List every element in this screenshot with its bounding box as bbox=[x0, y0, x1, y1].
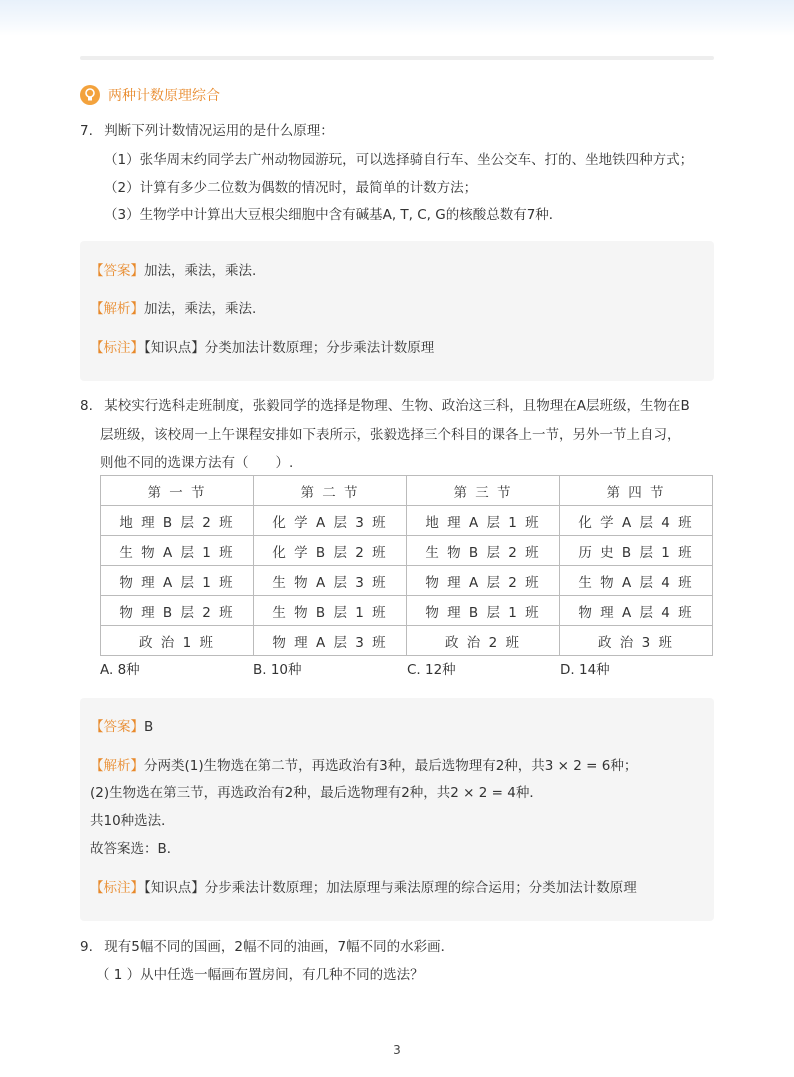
schedule-table bbox=[100, 475, 713, 656]
question-text: 现有5幅不同的国画，2幅不同的油画，7幅不同的水彩画． bbox=[104, 939, 455, 955]
table-cell: 地 理 B 层 2 班 bbox=[101, 506, 254, 536]
question-number: 8. bbox=[80, 398, 93, 414]
table-header-cell: 第 三 节 bbox=[407, 476, 560, 506]
note-text: 【知识点】分步乘法计数原理；加法原理与乘法原理的综合运用；分类加法计数原理 bbox=[144, 880, 637, 896]
question-9-stem bbox=[80, 937, 454, 957]
question-7-answer-box bbox=[80, 241, 714, 381]
table-cell: 地 理 A 层 1 班 bbox=[407, 506, 560, 536]
choice-a: A. 8种 bbox=[100, 662, 140, 678]
question-8-stem-line-1 bbox=[80, 396, 690, 416]
table-cell: 物 理 A 层 1 班 bbox=[101, 566, 254, 596]
question-8-stem-line-3: 则他不同的选课方法有（ ）. bbox=[100, 455, 294, 471]
analysis-line-2: (2)生物选在第三节，再选政治有2种，最后选物理有2种，共2 × 2 = 4种． bbox=[90, 785, 543, 801]
analysis-line-4: 故答案选：B． bbox=[90, 841, 181, 857]
table-header-cell: 第 四 节 bbox=[560, 476, 713, 506]
analysis-line bbox=[90, 299, 256, 319]
analysis-line bbox=[90, 756, 637, 776]
answer-tag: 【答案】 bbox=[90, 263, 144, 279]
table-cell: 生 物 A 层 4 班 bbox=[560, 566, 713, 596]
page-number: 3 bbox=[393, 1043, 401, 1057]
table-cell: 生 物 A 层 3 班 bbox=[254, 566, 407, 596]
question-number: 9. bbox=[80, 939, 93, 955]
table-cell: 政 治 2 班 bbox=[407, 626, 560, 656]
analysis-line-3: 共10种选法． bbox=[90, 813, 175, 829]
table-header-cell: 第 二 节 bbox=[254, 476, 407, 506]
table-cell: 物 理 A 层 2 班 bbox=[407, 566, 560, 596]
table-header-row bbox=[101, 476, 713, 506]
analysis-text: 加法，乘法，乘法. bbox=[144, 301, 257, 317]
table-row bbox=[101, 596, 713, 626]
answer-text: 加法，乘法，乘法. bbox=[144, 263, 257, 279]
table-row bbox=[101, 536, 713, 566]
note-tag: 【标注】 bbox=[90, 340, 144, 356]
note-line bbox=[90, 878, 637, 898]
choice-c: C. 12种 bbox=[407, 662, 456, 678]
analysis-tag: 【解析】 bbox=[90, 301, 144, 317]
answer-line bbox=[90, 261, 256, 281]
analysis-text: 分两类(1)生物选在第二节，再选政治有3种，最后选物理有2种，共3 × 2 = 6种； bbox=[144, 758, 638, 774]
note-text: 【知识点】分类加法计数原理；分步乘法计数原理 bbox=[144, 340, 435, 356]
table-row bbox=[101, 566, 713, 596]
answer-line bbox=[90, 717, 153, 737]
table-cell: 政 治 1 班 bbox=[101, 626, 254, 656]
question-7-item-1: （1）张华周末约同学去广州动物园游玩，可以选择骑自行车、坐公交车、打的、坐地铁四种方式； bbox=[104, 152, 694, 168]
table-cell: 生 物 B 层 2 班 bbox=[407, 536, 560, 566]
divider bbox=[80, 56, 714, 60]
question-7-item-3: （3）生物学中计算出大豆根尖细胞中含有碱基A, T, C, G的核酸总数有7种． bbox=[104, 207, 563, 223]
choice-d: D. 14种 bbox=[560, 662, 610, 678]
answer-text: B bbox=[144, 719, 154, 735]
analysis-tag: 【解析】 bbox=[90, 758, 144, 774]
section-heading bbox=[80, 84, 220, 106]
question-7-stem bbox=[80, 121, 334, 141]
table-cell: 生 物 B 层 1 班 bbox=[254, 596, 407, 626]
question-7-item-2: （2）计算有多少二位数为偶数的情况时，最简单的计数方法； bbox=[104, 180, 478, 196]
table-cell: 物 理 A 层 3 班 bbox=[254, 626, 407, 656]
table-cell: 物 理 A 层 4 班 bbox=[560, 596, 713, 626]
section-title: 两种计数原理综合 bbox=[108, 88, 220, 104]
table-cell: 物 理 B 层 2 班 bbox=[101, 596, 254, 626]
table-cell: 化 学 A 层 3 班 bbox=[254, 506, 407, 536]
question-8-answer-box bbox=[80, 698, 714, 921]
table-cell: 历 史 B 层 1 班 bbox=[560, 536, 713, 566]
table-header-cell: 第 一 节 bbox=[101, 476, 254, 506]
question-text: 判断下列计数情况运用的是什么原理： bbox=[104, 123, 334, 139]
answer-tag: 【答案】 bbox=[90, 719, 144, 735]
table-row bbox=[101, 626, 713, 656]
table-cell: 生 物 A 层 1 班 bbox=[101, 536, 254, 566]
table-cell: 物 理 B 层 1 班 bbox=[407, 596, 560, 626]
lightbulb-icon bbox=[80, 85, 100, 105]
note-tag: 【标注】 bbox=[90, 880, 144, 896]
question-9-item-1: （ 1 ）从中任选一幅画布置房间，有几种不同的选法？ bbox=[96, 967, 424, 983]
question-text: 某校实行选科走班制度，张毅同学的选择是物理、生物、政治这三科，且物理在A层班级，生物在B bbox=[104, 398, 690, 414]
table-cell: 化 学 B 层 2 班 bbox=[254, 536, 407, 566]
question-number: 7. bbox=[80, 123, 93, 139]
note-line bbox=[90, 338, 434, 358]
header-band bbox=[0, 0, 794, 36]
table-cell: 政 治 3 班 bbox=[560, 626, 713, 656]
answer-choices bbox=[100, 660, 713, 680]
choice-b: B. 10种 bbox=[253, 662, 302, 678]
table-row bbox=[101, 506, 713, 536]
table-cell: 化 学 A 层 4 班 bbox=[560, 506, 713, 536]
question-8-stem-line-2: 层班级，该校周一上午课程安排如下表所示，张毅选择三个科目的课各上一节，另外一节上自习， bbox=[100, 427, 681, 443]
